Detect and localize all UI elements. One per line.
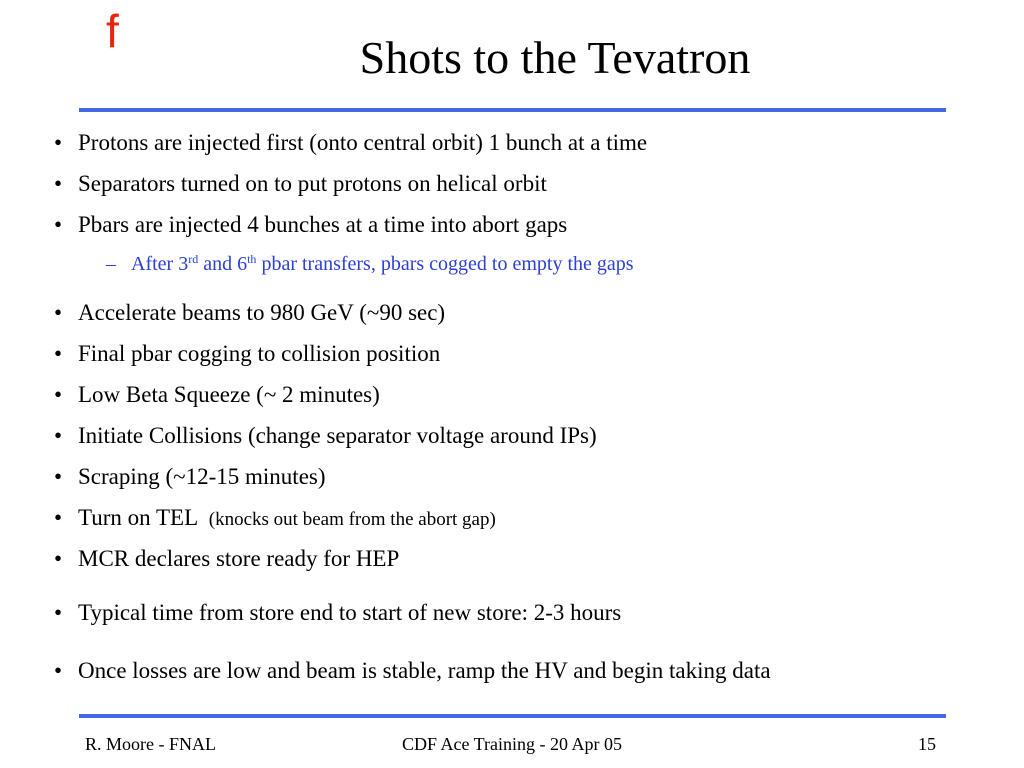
bullet-dot: • (54, 300, 63, 325)
bullet-text: Pbars are injected 4 bunches at a time into abort gaps (78, 212, 568, 237)
bullet-item (54, 211, 567, 239)
sub-bullet-text-2: and 6 (198, 253, 248, 275)
bullet-text: Once losses are low and beam is stable, ramp the HV and begin taking data (78, 658, 771, 683)
bullet-text: Typical time from store end to start of new store: 2-3 hours (78, 600, 622, 625)
bullet-item (54, 299, 445, 327)
bullet-note: (knocks out beam from the abort gap) (208, 509, 496, 530)
bullet-dot: • (54, 658, 63, 683)
top-divider (79, 108, 946, 112)
bullet-item (54, 129, 647, 157)
bullet-item (54, 545, 399, 573)
sub-bullet-text-3: pbar transfers, pbars cogged to empty the gaps (256, 253, 634, 275)
footer-author: R. Moore - FNAL (85, 734, 216, 754)
footer-page-number: 15 (918, 734, 936, 754)
bullet-text: Turn on TEL (78, 505, 209, 530)
slide-title: Shots to the Tevatron (359, 32, 751, 83)
bullet-text: Accelerate beams to 980 GeV (~90 sec) (78, 300, 446, 325)
ordinal-suffix: th (247, 252, 257, 266)
bullet-dot: • (54, 464, 63, 489)
bullet-dot: • (54, 171, 63, 196)
sub-bullet-dash: – (106, 253, 116, 275)
bullet-dot: • (54, 341, 63, 366)
bullet-text: Protons are injected first (onto central orbit) 1 bunch at a time (78, 130, 648, 155)
bullet-text: MCR declares store ready for HEP (78, 546, 400, 571)
sub-bullet-item (106, 252, 634, 276)
bullet-item (54, 657, 771, 685)
bullet-item (54, 599, 621, 627)
bullet-text: Separators turned on to put protons on helical orbit (78, 171, 547, 196)
fermilab-logo: f (106, 5, 119, 57)
bullet-dot: • (54, 505, 63, 530)
bullet-text: Initiate Collisions (change separator voltage around IPs) (78, 423, 597, 448)
bullet-dot: • (54, 600, 63, 625)
bottom-divider (79, 714, 946, 718)
bullet-item (54, 422, 597, 450)
bullet-text: Final pbar cogging to collision position (78, 341, 441, 366)
bullet-item (54, 463, 326, 491)
bullet-item (54, 504, 496, 534)
footer-event: CDF Ace Training - 20 Apr 05 (401, 734, 623, 754)
bullet-dot: • (54, 546, 63, 571)
sub-bullet-text-1: After 3 (131, 253, 189, 275)
bullet-item (54, 340, 440, 368)
ordinal-suffix: rd (188, 252, 199, 266)
bullet-dot: • (54, 130, 63, 155)
bullet-text: Low Beta Squeeze (~ 2 minutes) (78, 382, 380, 407)
bullet-item (54, 170, 547, 198)
bullet-dot: • (54, 423, 63, 448)
bullet-text: Scraping (~12-15 minutes) (78, 464, 326, 489)
bullet-dot: • (54, 382, 63, 407)
bullet-dot: • (54, 212, 63, 237)
bullet-item (54, 381, 380, 409)
